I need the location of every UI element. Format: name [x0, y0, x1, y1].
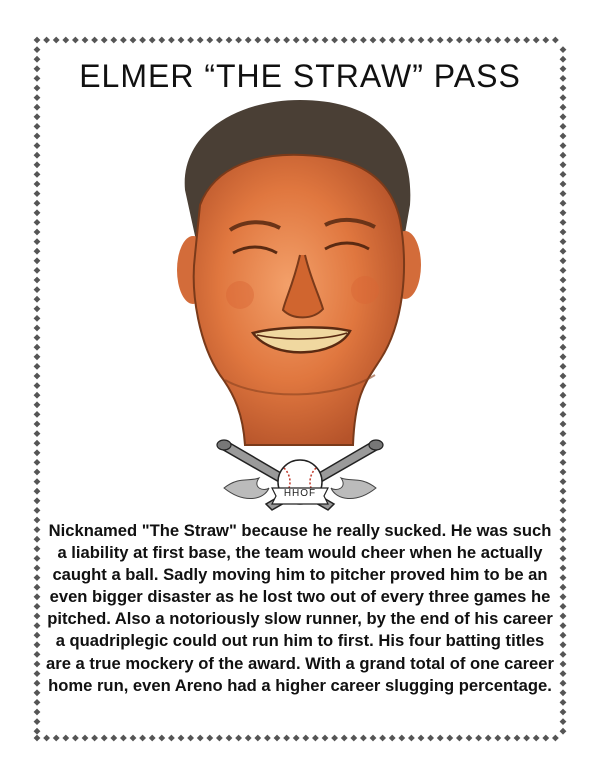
- border-diamond: [34, 353, 41, 360]
- border-diamond: [34, 190, 41, 197]
- border-diamond: [560, 459, 567, 466]
- border-diamond: [370, 37, 377, 44]
- border-diamond: [560, 113, 567, 120]
- border-diamond: [34, 728, 41, 735]
- border-diamond: [341, 735, 348, 742]
- border-diamond: [341, 37, 348, 44]
- border-diamond: [43, 37, 50, 44]
- border-diamond: [331, 37, 338, 44]
- border-diamond: [34, 555, 41, 562]
- border-diamond: [178, 735, 185, 742]
- border-diamond: [34, 133, 41, 140]
- border-diamond: [560, 411, 567, 418]
- border-diamond: [206, 735, 213, 742]
- border-diamond: [560, 641, 567, 648]
- border-diamond: [130, 735, 137, 742]
- border-diamond: [560, 536, 567, 543]
- border-diamond: [312, 735, 319, 742]
- border-diamond: [216, 37, 223, 44]
- border-diamond: [283, 735, 290, 742]
- border-diamond: [293, 735, 300, 742]
- border-diamond: [408, 735, 415, 742]
- border-diamond: [43, 735, 50, 742]
- border-diamond: [34, 267, 41, 274]
- border-diamond: [34, 545, 41, 552]
- border-diamond: [197, 735, 204, 742]
- border-diamond: [437, 735, 444, 742]
- border-diamond: [34, 363, 41, 370]
- border-diamond: [456, 735, 463, 742]
- border-diamond: [560, 545, 567, 552]
- border-diamond: [34, 344, 41, 351]
- border-diamond: [245, 37, 252, 44]
- border-diamond: [475, 37, 482, 44]
- border-diamond: [514, 735, 521, 742]
- border-diamond: [560, 689, 567, 696]
- border-diamond: [560, 219, 567, 226]
- border-diamond: [302, 735, 309, 742]
- border-diamond: [101, 735, 108, 742]
- border-diamond: [168, 735, 175, 742]
- border-diamond: [466, 735, 473, 742]
- border-diamond: [34, 459, 41, 466]
- border-diamond: [274, 37, 281, 44]
- border-diamond: [149, 37, 156, 44]
- border-diamond: [560, 171, 567, 178]
- border-diamond: [560, 584, 567, 591]
- border-diamond: [34, 574, 41, 581]
- border-diamond: [408, 37, 415, 44]
- border-diamond: [560, 257, 567, 264]
- border-diamond: [34, 238, 41, 245]
- player-portrait: [165, 95, 435, 450]
- border-diamond: [178, 37, 185, 44]
- border-diamond: [533, 37, 540, 44]
- border-diamond: [552, 37, 559, 44]
- border-diamond: [293, 37, 300, 44]
- border-diamond: [560, 373, 567, 380]
- border-diamond: [560, 353, 567, 360]
- border-diamond: [560, 526, 567, 533]
- border-diamond: [560, 709, 567, 716]
- border-diamond: [418, 37, 425, 44]
- border-diamond: [34, 334, 41, 341]
- border-diamond: [34, 171, 41, 178]
- border-diamond: [560, 142, 567, 149]
- border-diamond: [379, 37, 386, 44]
- border-diamond: [34, 536, 41, 543]
- border-diamond: [34, 469, 41, 476]
- border-diamond: [34, 421, 41, 428]
- border-diamond: [389, 37, 396, 44]
- border-diamond: [197, 37, 204, 44]
- border-diamond: [475, 735, 482, 742]
- border-diamond: [494, 735, 501, 742]
- player-name-title: ELMER “THE STRAW” PASS: [79, 58, 521, 94]
- border-diamond: [560, 161, 567, 168]
- border-diamond: [264, 37, 271, 44]
- border-diamond: [560, 661, 567, 668]
- border-diamond: [485, 735, 492, 742]
- border-diamond: [149, 735, 156, 742]
- border-diamond: [560, 478, 567, 485]
- border-diamond: [560, 267, 567, 274]
- border-diamond: [504, 37, 511, 44]
- border-diamond: [101, 37, 108, 44]
- border-diamond: [560, 469, 567, 476]
- border-diamond: [560, 718, 567, 725]
- border-diamond: [370, 735, 377, 742]
- border-diamond: [34, 526, 41, 533]
- border-diamond: [34, 209, 41, 216]
- border-diamond: [560, 430, 567, 437]
- border-diamond: [245, 735, 252, 742]
- border-diamond: [53, 37, 60, 44]
- border-diamond: [34, 449, 41, 456]
- border-diamond: [398, 735, 405, 742]
- border-diamond: [552, 735, 559, 742]
- border-diamond: [485, 37, 492, 44]
- border-diamond: [34, 401, 41, 408]
- border-diamond: [560, 305, 567, 312]
- border-diamond: [560, 392, 567, 399]
- border-diamond: [560, 440, 567, 447]
- border-diamond: [331, 735, 338, 742]
- border-diamond: [34, 517, 41, 524]
- border-diamond: [446, 37, 453, 44]
- border-diamond: [560, 286, 567, 293]
- border-diamond: [560, 497, 567, 504]
- border-diamond: [560, 565, 567, 572]
- border-diamond: [34, 699, 41, 706]
- border-diamond: [206, 37, 213, 44]
- border-diamond: [254, 37, 261, 44]
- border-diamond: [34, 440, 41, 447]
- border-diamond: [560, 401, 567, 408]
- border-diamond: [34, 507, 41, 514]
- border-diamond: [398, 37, 405, 44]
- border-diamond: [226, 735, 233, 742]
- border-diamond: [34, 315, 41, 322]
- border-diamond: [379, 735, 386, 742]
- border-diamond: [360, 735, 367, 742]
- border-diamond: [34, 622, 41, 629]
- border-diamond: [437, 37, 444, 44]
- border-diamond: [34, 94, 41, 101]
- border-diamond: [560, 248, 567, 255]
- border-diamond: [560, 670, 567, 677]
- border-diamond: [523, 37, 530, 44]
- border-diamond: [560, 344, 567, 351]
- border-diamond: [34, 113, 41, 120]
- border-diamond: [418, 735, 425, 742]
- border-diamond: [446, 735, 453, 742]
- border-diamond: [34, 584, 41, 591]
- border-diamond: [427, 37, 434, 44]
- border-diamond: [34, 670, 41, 677]
- border-diamond: [34, 382, 41, 389]
- border-diamond: [62, 735, 69, 742]
- border-diamond: [560, 651, 567, 658]
- border-diamond: [350, 37, 357, 44]
- border-diamond: [34, 593, 41, 600]
- border-diamond: [34, 565, 41, 572]
- border-diamond: [34, 229, 41, 236]
- border-diamond: [139, 37, 146, 44]
- border-diamond: [560, 728, 567, 735]
- border-diamond: [34, 411, 41, 418]
- border-diamond: [466, 37, 473, 44]
- border-diamond: [360, 37, 367, 44]
- bats-and-ball-emblem: [214, 438, 386, 518]
- border-diamond: [560, 277, 567, 284]
- border-diamond: [560, 133, 567, 140]
- border-diamond: [82, 735, 89, 742]
- border-diamond: [560, 315, 567, 322]
- border-diamond: [560, 574, 567, 581]
- border-diamond: [560, 449, 567, 456]
- border-diamond: [542, 735, 549, 742]
- border-diamond: [34, 104, 41, 111]
- border-diamond: [560, 421, 567, 428]
- border-diamond: [560, 209, 567, 216]
- border-diamond: [34, 641, 41, 648]
- border-diamond: [560, 699, 567, 706]
- border-diamond: [158, 735, 165, 742]
- border-diamond: [34, 181, 41, 188]
- border-diamond: [34, 603, 41, 610]
- border-diamond: [34, 200, 41, 207]
- border-diamond: [322, 37, 329, 44]
- border-diamond: [34, 689, 41, 696]
- border-diamond: [34, 613, 41, 620]
- player-bio: Nicknamed "The Straw" because he really sucked. He was such a liability at first base, the team would cheer when he actually caught a ball. Sadly moving him to pitcher proved him to be an even bigger disaster as he lost two out of every three games he pitched. Also a notoriously slow runner, by the end of his career a quadriplegic could out run him to first. His four batting titles are a true mockery of the award. With a grand total of one career home run, even Areno had a higher career slugging percentage.: [46, 521, 554, 695]
- border-diamond: [302, 37, 309, 44]
- border-diamond: [34, 305, 41, 312]
- border-diamond: [560, 488, 567, 495]
- border-diamond: [560, 123, 567, 130]
- border-diamond: [91, 37, 98, 44]
- border-diamond: [168, 37, 175, 44]
- border-diamond: [504, 735, 511, 742]
- border-diamond: [456, 37, 463, 44]
- border-diamond: [34, 709, 41, 716]
- border-diamond: [34, 257, 41, 264]
- border-diamond: [34, 152, 41, 159]
- border-diamond: [560, 46, 567, 53]
- border-diamond: [34, 632, 41, 639]
- border-diamond: [34, 680, 41, 687]
- border-diamond: [560, 181, 567, 188]
- border-diamond: [34, 497, 41, 504]
- border-diamond: [187, 37, 194, 44]
- border-diamond: [91, 735, 98, 742]
- border-diamond: [560, 382, 567, 389]
- border-diamond: [427, 735, 434, 742]
- border-diamond: [34, 277, 41, 284]
- border-diamond: [34, 142, 41, 149]
- border-diamond: [560, 517, 567, 524]
- border-diamond: [235, 735, 242, 742]
- border-diamond: [389, 735, 396, 742]
- border-diamond: [560, 94, 567, 101]
- border-diamond: [560, 296, 567, 303]
- border-diamond: [187, 735, 194, 742]
- border-diamond: [82, 37, 89, 44]
- border-diamond: [130, 37, 137, 44]
- border-diamond: [34, 325, 41, 332]
- border-diamond: [560, 334, 567, 341]
- border-diamond: [34, 392, 41, 399]
- emblem-label: HHOF: [283, 488, 317, 499]
- border-diamond: [34, 219, 41, 226]
- border-diamond: [533, 735, 540, 742]
- border-diamond: [226, 37, 233, 44]
- border-diamond: [560, 229, 567, 236]
- border-diamond: [494, 37, 501, 44]
- border-diamond: [72, 735, 79, 742]
- border-diamond: [62, 37, 69, 44]
- border-diamond: [274, 735, 281, 742]
- border-diamond: [34, 661, 41, 668]
- border-diamond: [322, 735, 329, 742]
- border-diamond: [523, 735, 530, 742]
- border-diamond: [560, 152, 567, 159]
- border-diamond: [514, 37, 521, 44]
- border-diamond: [53, 735, 60, 742]
- border-diamond: [254, 735, 261, 742]
- border-diamond: [560, 622, 567, 629]
- border-diamond: [560, 603, 567, 610]
- border-diamond: [560, 680, 567, 687]
- border-diamond: [235, 37, 242, 44]
- border-diamond: [560, 200, 567, 207]
- border-diamond: [560, 104, 567, 111]
- border-diamond: [34, 651, 41, 658]
- border-diamond: [560, 363, 567, 370]
- border-diamond: [72, 37, 79, 44]
- border-diamond: [560, 555, 567, 562]
- border-diamond: [110, 735, 117, 742]
- border-diamond: [34, 286, 41, 293]
- border-diamond: [34, 488, 41, 495]
- border-diamond: [120, 735, 127, 742]
- border-diamond: [34, 718, 41, 725]
- border-diamond: [560, 190, 567, 197]
- border-diamond: [34, 123, 41, 130]
- border-diamond: [560, 325, 567, 332]
- border-diamond: [139, 735, 146, 742]
- border-diamond: [158, 37, 165, 44]
- border-diamond: [283, 37, 290, 44]
- border-diamond: [120, 37, 127, 44]
- border-diamond: [34, 46, 41, 53]
- border-diamond: [34, 296, 41, 303]
- border-diamond: [34, 373, 41, 380]
- border-diamond: [560, 238, 567, 245]
- border-diamond: [560, 613, 567, 620]
- border-diamond: [560, 507, 567, 514]
- border-diamond: [312, 37, 319, 44]
- border-diamond: [34, 248, 41, 255]
- border-diamond: [110, 37, 117, 44]
- border-diamond: [34, 37, 41, 44]
- border-diamond: [560, 632, 567, 639]
- border-diamond: [542, 37, 549, 44]
- border-diamond: [34, 430, 41, 437]
- border-diamond: [560, 593, 567, 600]
- border-diamond: [264, 735, 271, 742]
- border-diamond: [34, 161, 41, 168]
- border-diamond: [216, 735, 223, 742]
- border-diamond: [34, 478, 41, 485]
- border-diamond: [350, 735, 357, 742]
- border-diamond: [34, 735, 41, 742]
